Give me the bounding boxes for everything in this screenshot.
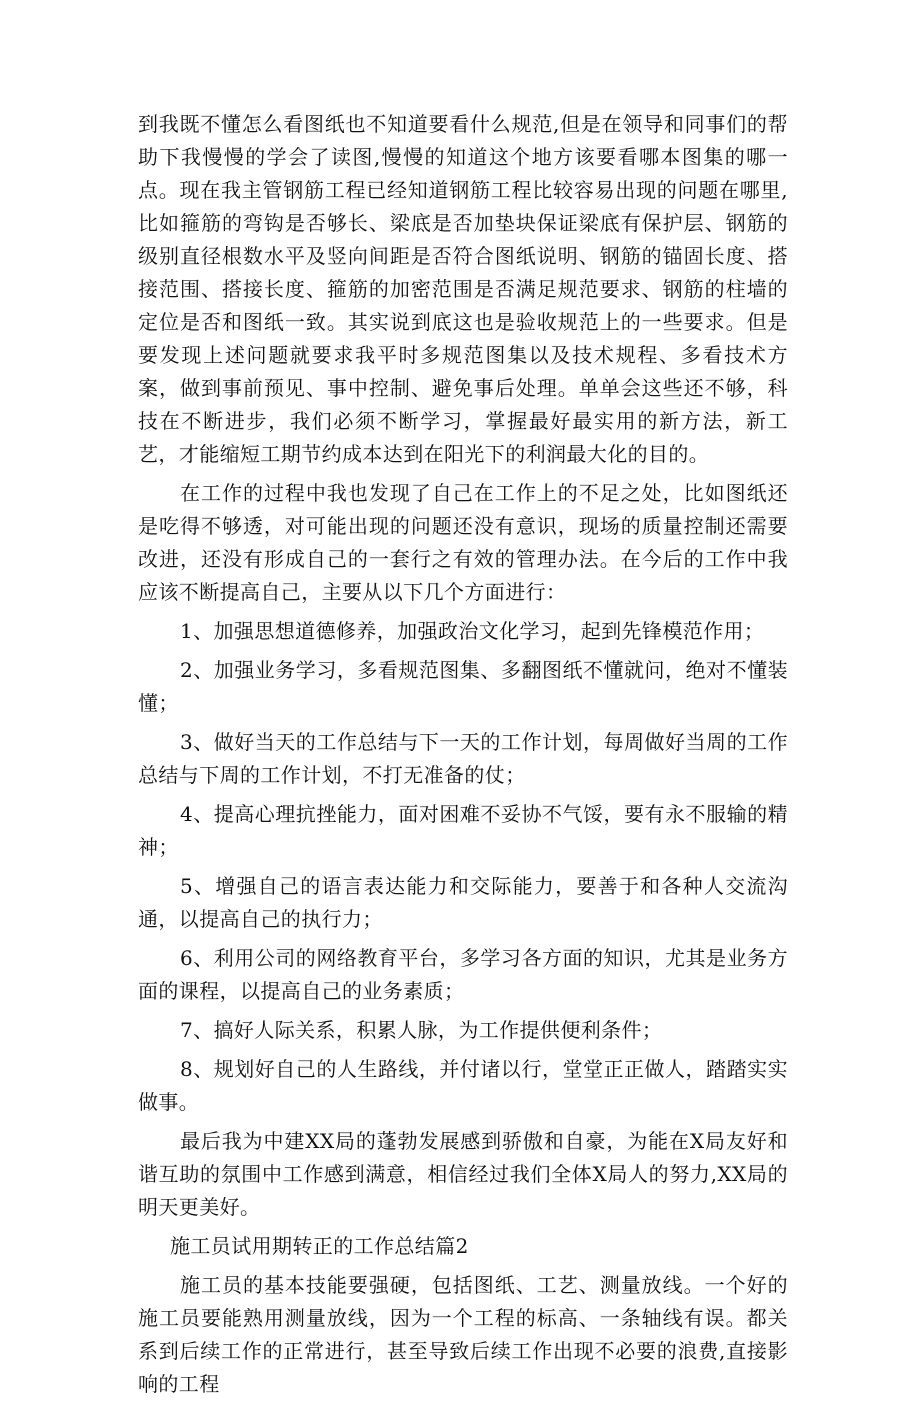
- list-item-3: 3、做好当天的工作总结与下一天的工作计划，每周做好当周的工作总结与下周的工作计划，不打无准备的仗；: [138, 730, 788, 787]
- list-item-5: 5、增强自己的语言表达能力和交际能力，要善于和各种人交流沟通，以提高自己的执行力；: [138, 874, 788, 931]
- list-item-6: 6、利用公司的网络教育平台，多学习各方面的知识，尤其是业务方面的课程，以提高自己的业务素质；: [138, 946, 788, 1003]
- paragraph-continued: 到我既不懂怎么看图纸也不知道要看什么规范,但是在领导和同事们的帮助下我慢慢的学会了读图,慢慢的知道这个地方该要看哪本图集的哪一点。现在我主管钢筋工程已经知道钢筋工程比较容易出现的问题在哪里,比如箍筋的弯钩是否够长、梁底是否加垫块保证梁底有保护层、钢筋的级别直径根数水平及竖向间距是否符合图纸说明、钢筋的锚固长度、搭接范围、搭接长度、箍筋的加密范围是否满足规范要求、钢筋的柱墙的定位是否和图纸一致。其实说到底这也是验收规范上的一些要求。但是要发现上述问题就要求我平时多规范图集以及技术规程、多看技术方案，做到事前预见、事中控制、避免事后处理。单单会这些还不够，科技在不断进步，我们必须不断学习，掌握最好最实用的新方法，新工艺，才能缩短工期节约成本达到在阳光下的利润最大化的目的。: [138, 112, 788, 466]
- document-body: [138, 108, 788, 1407]
- paragraph-section-2: 施工员的基本技能要强硬，包括图纸、工艺、测量放线。一个好的施工员要能熟用测量放线，因为一个工程的标高、一条轴线有误。都关系到后续工作的正常进行，甚至导致后续工作出现不必要的浪费,直接影响的工程: [138, 1273, 788, 1396]
- list-item-8: 8、规划好自己的人生路线，并付诸以行，堂堂正正做人，踏踏实实做事。: [138, 1057, 788, 1114]
- list-item-4: 4、提高心理抗挫能力，面对困难不妥协不气馁，要有永不服输的精神；: [138, 802, 788, 859]
- paragraph-shortcomings: 在工作的过程中我也发现了自己在工作上的不足之处，比如图纸还是吃得不够透，对可能出现的问题还没有意识，现场的质量控制还需要改进，还没有形成自己的一套行之有效的管理办法。在今后的工作中我应该不断提高自己，主要从以下几个方面进行：: [138, 481, 788, 604]
- list-item-2: 2、加强业务学习，多看规范图集、多翻图纸不懂就问，绝对不懂装懂；: [138, 658, 788, 715]
- list-item-1: 1、加强思想道德修养，加强政治文化学习，起到先锋模范作用；: [180, 619, 765, 643]
- paragraph-conclusion: 最后我为中建XX局的蓬勃发展感到骄傲和自豪，为能在X局友好和谐互助的氛围中工作感到满意，相信经过我们全体X局人的努力,XX局的明天更美好。: [138, 1129, 788, 1219]
- section-heading: 施工员试用期转正的工作总结篇2: [170, 1234, 469, 1258]
- list-item-7: 7、搞好人际关系，积累人脉，为工作提供便利条件；: [180, 1018, 663, 1042]
